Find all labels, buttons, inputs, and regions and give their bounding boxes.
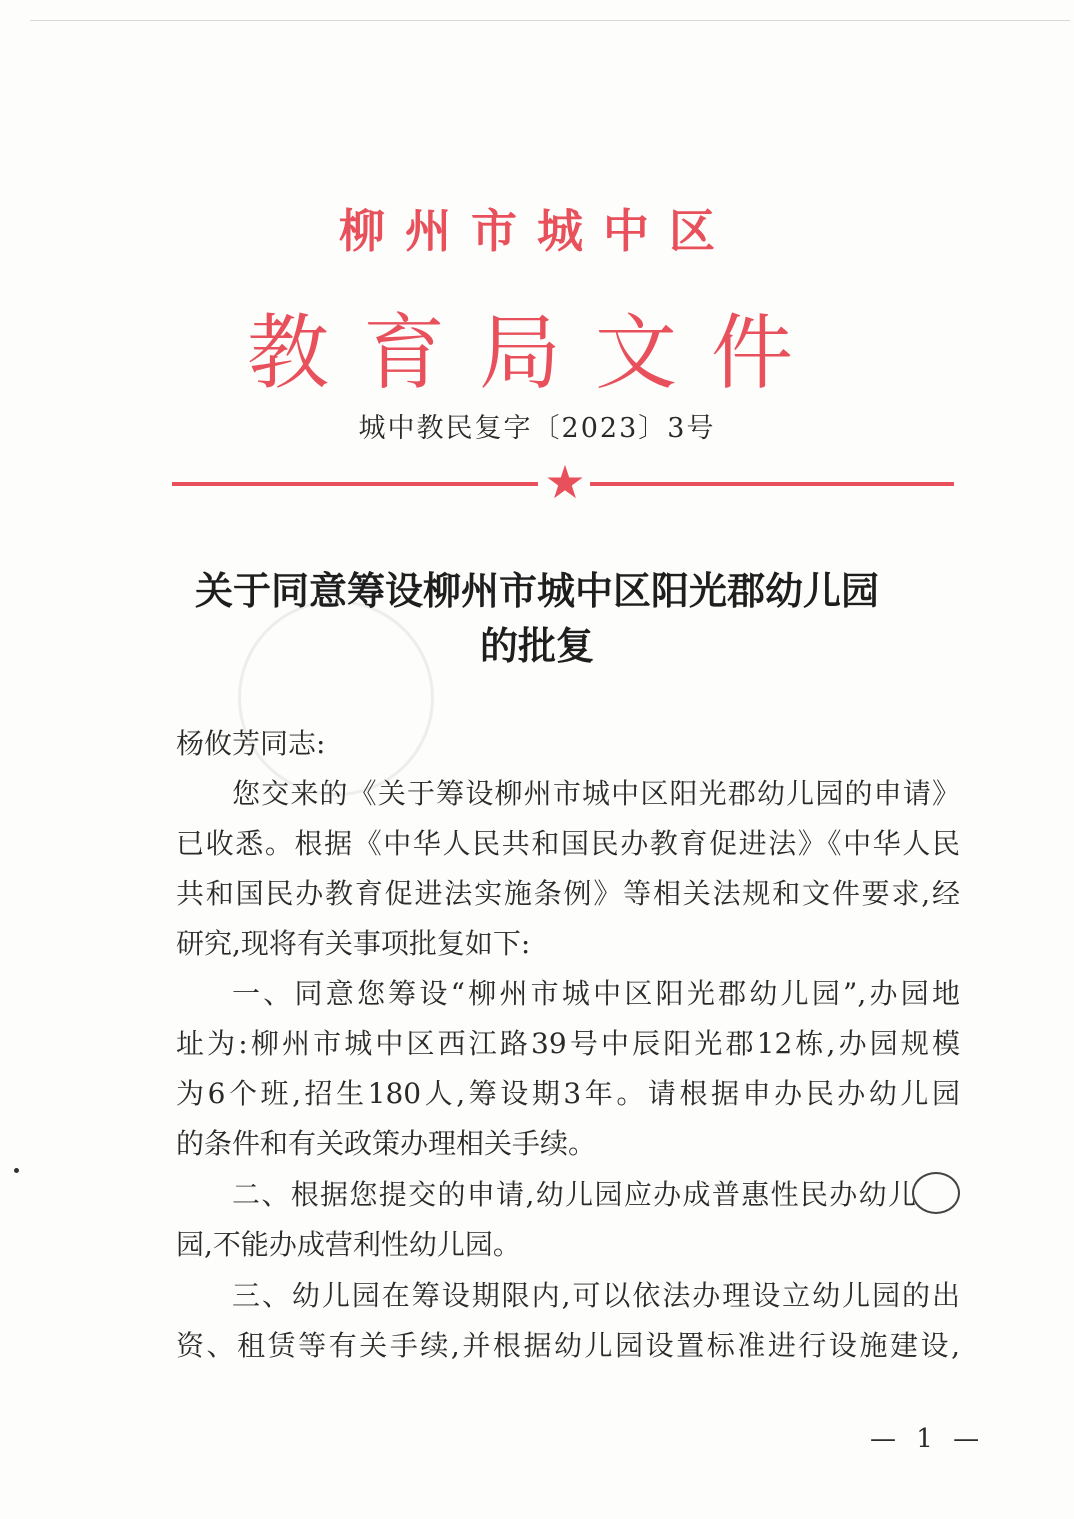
body-line: 研究,现将有关事项批复如下: bbox=[176, 927, 531, 960]
document-type-heading: 教育局文件 bbox=[246, 306, 827, 401]
body-line: 一、同意您筹设“柳州市城中区阳光郡幼儿园”,办园地 bbox=[232, 977, 960, 1010]
document-title-line-2: 的批复 bbox=[479, 623, 594, 668]
margin-speck bbox=[14, 1168, 19, 1173]
page-number: — 1 — bbox=[870, 1424, 986, 1454]
body-line: 为6个班,招生180人,筹设期3年。请根据申办民办幼儿园 bbox=[176, 1077, 960, 1110]
red-separator-right bbox=[590, 482, 954, 486]
body-line: 您交来的《关于筹设柳州市城中区阳光郡幼儿园的申请》 bbox=[232, 777, 960, 810]
body-line: 共和国民办教育促进法实施条例》等相关法规和文件要求,经 bbox=[176, 877, 960, 910]
salutation: 杨攸芳同志: bbox=[176, 727, 326, 760]
red-separator-left bbox=[172, 482, 538, 486]
handwritten-circle-mark bbox=[912, 1172, 960, 1214]
body-line: 二、根据您提交的申请,幼儿园应办成普惠性民办幼儿 bbox=[232, 1178, 916, 1211]
document-title-line-1: 关于同意筹设柳州市城中区阳光郡幼儿园 bbox=[194, 568, 879, 613]
body-line: 的条件和有关政策办理相关手续。 bbox=[176, 1127, 597, 1160]
body-line: 园,不能办成营利性幼儿园。 bbox=[176, 1228, 521, 1261]
body-line: 已收悉。根据《中华人民共和国民办教育促进法》《中华人民 bbox=[176, 827, 960, 860]
issuer-name: 柳州市城中区 bbox=[339, 204, 735, 258]
scan-edge-line bbox=[30, 20, 1070, 21]
body-line: 资、租赁等有关手续,并根据幼儿园设置标准进行设施建设, bbox=[176, 1329, 960, 1362]
star-icon: ★ bbox=[544, 455, 586, 509]
document-number: 城中教民复字〔2023〕3号 bbox=[358, 413, 716, 444]
body-line: 三、幼儿园在筹设期限内,可以依法办理设立幼儿园的出 bbox=[232, 1279, 960, 1312]
body-line: 址为:柳州市城中区西江路39号中辰阳光郡12栋,办园规模 bbox=[176, 1027, 960, 1060]
